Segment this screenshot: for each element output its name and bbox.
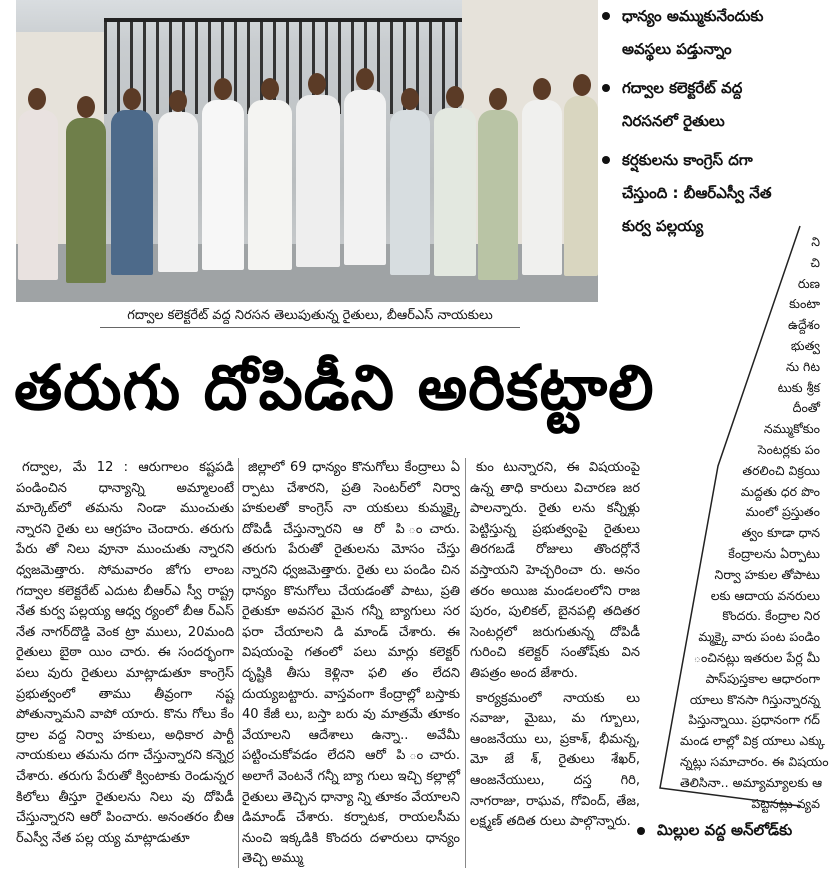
- side-story-line: మండ లాల్లో విక్ర యాలు ఎక్కు: [680, 733, 825, 749]
- side-story-line: తెలిసినా.. అమ్యామ్యాలకు ఆ: [680, 774, 823, 790]
- side-story-line: మ్మక్కై వారు పంట పండిం: [698, 629, 820, 645]
- side-story-line: కొందరు. కేంద్రాల నిర: [722, 608, 820, 624]
- person-head: [533, 78, 551, 100]
- article-column-2: [242, 458, 460, 874]
- person-head: [356, 68, 374, 90]
- side-story-line: లకు ఆదాయ వనరులు: [710, 587, 820, 603]
- person-head: [401, 88, 419, 110]
- person-head: [123, 88, 141, 110]
- bullet-icon: [602, 84, 610, 92]
- highlight-text: మిల్లుల వద్ద అన్‌లోడ్‌కు: [657, 821, 793, 839]
- side-story-line: యాలు కొనసా గిస్తున్నారన్న: [689, 691, 820, 707]
- side-story-line: భుత్వ: [790, 337, 820, 353]
- side-story-line: సెంటర్లకు పం: [757, 441, 820, 457]
- person-head: [261, 78, 279, 100]
- side-story-line: పిస్తున్నాయి. ప్రధానంగా గద్: [688, 712, 820, 728]
- article-paragraph: జిల్లాలో 69 ధాన్యం కొనుగోలు కేంద్రాలు ఏ ర్పాటు చేశారని, ప్రతి సెంటర్‌లో నిర్వా హకులతో కాంగ్రెస్ నా యకులు కుమ్మక్కై దోపిడీ చేస్తున్నారని ఆ రో పి ంచారు. తరుగు పేరుతో రైతులను మోసం చేస్తు న్నారని ధ్వజమెత్తారు. రైతు లు పండిం చిన ధాన్యం కొనుగోలు చేయడంతో పాటు, ప్రతి రైతుకూ అవసర మైన గన్నీ బ్యాగులు సర ఫరా చేయాలని డి మాండ్ చేశారు. ఈ విషయంపై గతంలో పలు మార్లు కలెక్టర్ దృష్టికి తీసు కెళ్లినా ఫలి తం లేదని దుయ్యబట్టారు. వాస్తవంగా కేంద్రాల్లో బస్తాకు 40 కేజీ లు, బస్తా బరు వు మాత్రమే తూకం వేయాలని ఆదేశాలు ఉన్నా.. అవేమీ పట్టించుకోవడం లేదని ఆరో పి ంచారు. అలాగే వెంటనే గన్నీ బ్యా గులు ఇచ్చి కల్లాల్లో రైతులు తెచ్చిన ధాన్యా న్ని తూకం వేయాలని డిమాండ్ చేశారు. కర్నాటక, రాయలసీమ నుంచి ఇక్కడికి కొందరు దళారులు ధాన్యం తెచ్చి అమ్ము: [242, 460, 460, 867]
- person: [478, 110, 518, 280]
- side-story-line: టుకు శ్రీక: [777, 379, 820, 395]
- person-head: [489, 88, 507, 110]
- article-paragraph: కార్యక్రమంలో నాయకు లు నవాజు, మైబు, మ గ్బూలు, ఆంజనేయు లు, ప్రకాశ్, భీమన్న, మో జే శ్, రైతులు శేఖర్, ఆంజనేయులు, దస్త గిరి, నాగరాజు, రాఘవ, గోవింద్, తేజ, లక్ష్మణ్ తదిత రులు పాల్గొన్నారు.: [470, 690, 640, 830]
- bottom-highlight: [637, 815, 800, 851]
- side-story-text: [680, 232, 829, 814]
- bullet-icon: [637, 827, 645, 835]
- side-story-line: మద్దతు ధర పొం: [740, 483, 820, 499]
- person-head: [169, 90, 187, 112]
- person-head: [446, 86, 464, 108]
- highlights-list: [602, 0, 800, 249]
- bullet-icon: [602, 12, 610, 20]
- bullet-icon: [602, 156, 610, 164]
- side-story-line: తరలించి విక్రయి: [742, 462, 820, 478]
- side-story-line: దీంతో: [792, 400, 820, 416]
- article-paragraph: కుం టున్నారని, ఈ విషయంపై ఉన్న తాధి కారులు విచారణ జర పాలన్నారు. రైతు లను కన్నీళ్లు పెట్టిస్తున్న ప్రభుత్వంపై రైతులు తిరగబడే రోజులు తొందర్లోనే వస్తాయని హెచ్చరించా రు. అనం తరం అయిజ మండలంలోని రాజ పురం, పులికల్, బైనపల్లి తదితర సెంటర్లలో జరుగుతున్న దోపిడీ గురించి కలెక్టర్ సంతోష్‌కు విన తిపత్రం అంద జేశారు.: [470, 460, 640, 681]
- person-head: [573, 74, 591, 96]
- highlight-text: ధాన్యం అమ్ముకునేందుకు అవస్థలు పడ్తున్నాం: [622, 7, 764, 58]
- side-story-line: న్నట్లు సమాచారం. ఈ విషయం: [680, 753, 829, 769]
- side-story-line: త్వం కూడా ధాన: [741, 525, 820, 541]
- person: [202, 100, 244, 270]
- side-story-box: [658, 226, 829, 811]
- person: [434, 108, 476, 276]
- person: [522, 100, 562, 275]
- side-story-line: ను గిట: [785, 358, 820, 374]
- side-story-line: రుణ: [797, 275, 820, 291]
- person-head: [28, 88, 46, 110]
- person-head: [77, 96, 95, 118]
- person-head: [308, 73, 326, 95]
- article-column-3: [470, 458, 640, 837]
- person: [344, 90, 386, 265]
- person: [296, 95, 340, 267]
- highlight-text: గద్వాల కలెక్టరేట్ వద్ద నిరసనలో రైతులు: [622, 79, 743, 130]
- highlight-text: కర్షకులను కాంగ్రెస్ దగా చేస్తుంది : బీఆర్ఎస్వీ నేత కుర్వ పల్లయ్య: [622, 151, 772, 235]
- side-story-line: ని: [811, 234, 820, 249]
- person: [111, 110, 153, 275]
- side-story-line: కేంద్రాలను ఏర్పాటు: [728, 545, 820, 561]
- person: [66, 118, 106, 283]
- article-column-1: [16, 458, 234, 853]
- column-divider: [238, 458, 239, 868]
- side-story-line: చి: [810, 254, 820, 270]
- side-story-line: పాస్‌పుస్తకాల ఆధారంగా: [705, 670, 820, 686]
- news-photo: [16, 0, 598, 302]
- photo-caption: గద్వాల కలెక్టరేట్ వద్ద నిరసన తెలుపుతున్న రైతులు, బీఆర్ఎస్ నాయకులు: [100, 305, 520, 328]
- person: [248, 100, 292, 270]
- person: [18, 110, 58, 280]
- headline: తరుగు దోపిడీని అరికట్టాలి: [14, 351, 655, 424]
- side-story-line: నమ్ముకోకుం: [763, 421, 820, 437]
- article-paragraph: గద్వాల, మే 12 : ఆరుగాలం కష్టపడి పండించిన ధాన్యాన్ని అమ్మాలంటే మార్కెట్‌లో తమను నిండా ముంచుతు న్నారని రైతు లు ఆగ్రహం చెందారు. తరుగు పేరు తో నిలు వూనా ముంచుతు న్నారని ధ్వజమెత్తారు. సోమవారం జోగు లాంబ గద్వాల కలెక్టరేట్ ఎదుట బీఆర్ఎ స్వీ రాష్ట్ర నేత కుర్వ పల్లయ్య ఆధ్వ ర్యంలో బీఆ ర్ఎస్ నేత నాగర్‌దొడ్డి వెంక ట్రా ములు, 20మంది రైతులు బైఠా యిం చారు. ఈ సందర్భంగా పలు వురు రైతులు మాట్లాడుతూ కాంగ్రెస్ ప్రభుత్వంలో తాము తీవ్రంగా నష్ట పోతున్నామని వాపో యారు. కొను గోలు కేం ద్రాల వద్ద నిర్వా హకులు, అధికార పార్టీ నాయకులు తమను దగా చేస్తున్నారని కన్నెర్ర చేశారు. తరుగు పేరుతో క్వింటాకు రెండున్నర కిలోలు తీస్తూ రైతులను నిలు వు దోపిడీ చేస్తున్నారని ఆరో పించారు. అనంతరం బీఆ ర్ఎస్వీ నేత పల్ల య్య మాట్లాడుతూ: [16, 460, 234, 846]
- highlight-item: [602, 0, 800, 66]
- person: [390, 110, 430, 275]
- person: [564, 96, 598, 276]
- highlight-item: [602, 72, 800, 138]
- person-head: [214, 78, 232, 100]
- column-divider: [465, 458, 466, 868]
- side-story-line: ఉద్దేశం: [787, 317, 820, 333]
- side-story-line: మంలో ప్రస్తుతం: [745, 504, 820, 520]
- highlight-item: [637, 815, 800, 845]
- side-story-line: పట్టనట్లు వ్యవ: [751, 795, 820, 811]
- person: [158, 112, 198, 272]
- side-story-line: నిర్వా హకుల తోపాటు: [714, 566, 820, 582]
- side-story-line: ంచినట్లు ఇతరుల పేర్ల మీ: [693, 649, 820, 665]
- side-story-line: కుంటా: [789, 296, 820, 312]
